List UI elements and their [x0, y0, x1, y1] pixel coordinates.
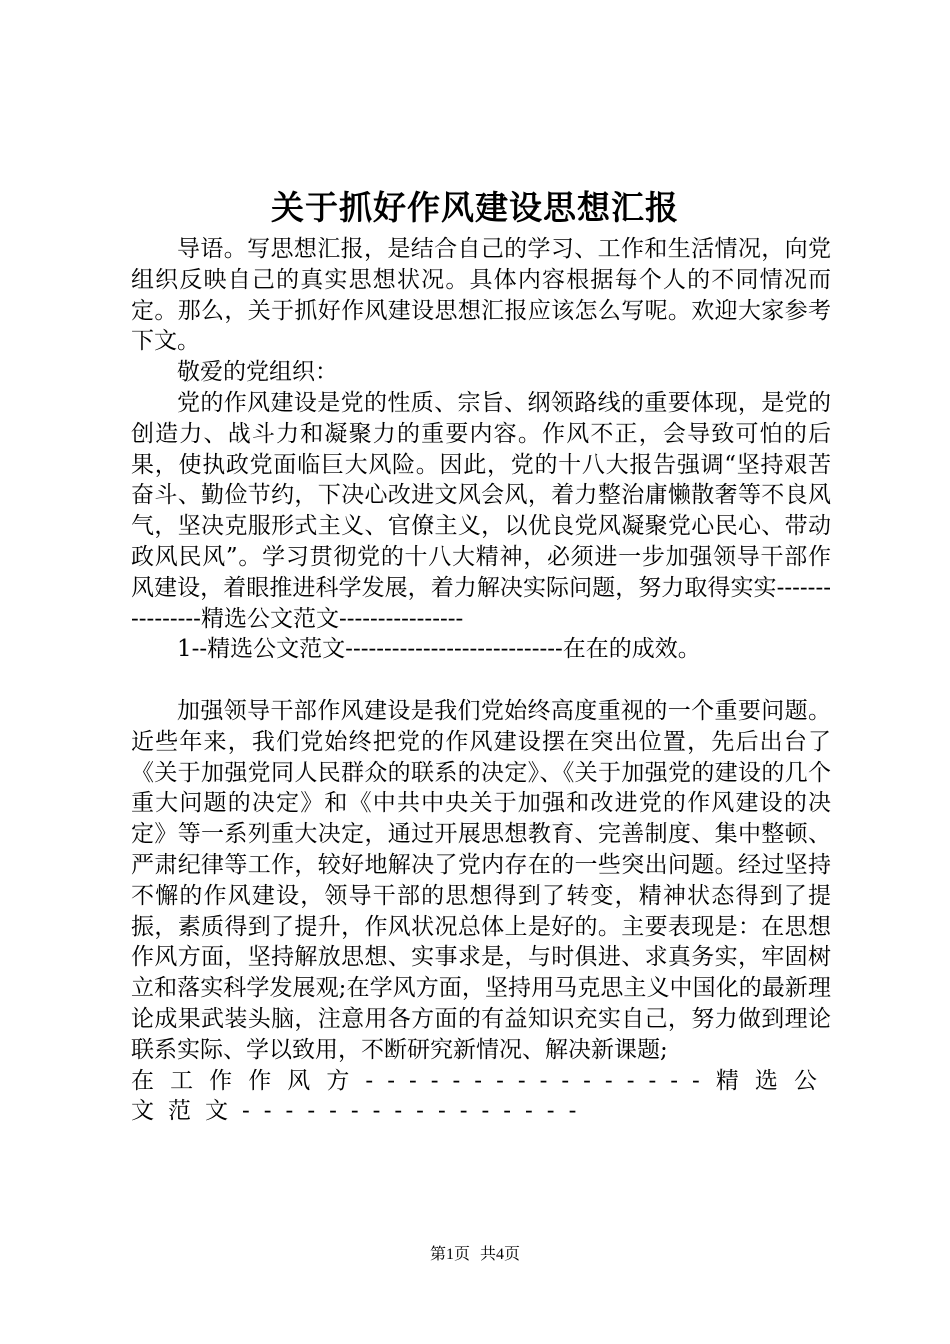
body-paragraph: 党的作风建设是党的性质、宗旨、纲领路线的重要体现，是党的创造力、战斗力和凝聚力的重要内容。作风不正，会导致可怕的后果，使执政党面临巨大风险。因此，党的十八大报告强调“坚持艰苦奋斗、勤俭节约，下决心改进文风会风，着力整治庸懒散奢等不良风气，坚决克服形式主义、官僚主义，以优良党风凝聚党心民心、带动政风民风”。学习贯彻党的十八大精神，必须进一步加强领导干部作风建设，着眼推进科学发展，着力解决实际问题，努力取得实实----------------精选公文范文----------------	[131, 389, 831, 632]
body-paragraph: 在工作作风方----------------精选公文范文----------------	[131, 1067, 831, 1125]
body-paragraph: 1--精选公文范文----------------------------在在的成效。	[177, 636, 701, 663]
intro-paragraph: 导语。写思想汇报，是结合自己的学习、工作和生活情况，向党组织反映自己的真实思想状况。具体内容根据每个人的不同情况而定。那么，关于抓好作风建设思想汇报应该怎么写呢。欢迎大家参考下文。	[131, 236, 831, 355]
page-total: 共4页	[480, 1246, 521, 1263]
document-title: 关于抓好作风建设思想汇报	[271, 188, 679, 227]
document-body	[131, 234, 831, 1127]
body-paragraph: 加强领导干部作风建设是我们党始终高度重视的一个重要问题。近些年来，我们党始终把党的作风建设摆在突出位置，先后出台了《关于加强党同人民群众的联系的决定》、《关于加强党的建设的几个重大问题的决定》和《中共中央关于加强和改进党的作风建设的决定》等一系列重大决定，通过开展思想教育、完善制度、集中整顿、严肃纪律等工作，较好地解决了党内存在的一些突出问题。经过坚持不懈的作风建设，领导干部的思想得到了转变，精神状态得到了提振，素质得到了提升，作风状况总体上是好的。主要表现是：在思想作风方面，坚持解放思想、实事求是，与时俱进、求真务实，牢固树立和落实科学发展观;在学风方面，坚持用马克思主义中国化的最新理论成果武装头脑，注意用各方面的有益知识充实自己，努力做到理论联系实际、学以致用，不断研究新情况、解决新课题;	[131, 697, 831, 1063]
page-footer	[0, 1245, 950, 1265]
paragraph-spacer	[131, 665, 831, 696]
salutation: 敬爱的党组织：	[177, 359, 338, 386]
page-number: 第1页	[429, 1246, 470, 1263]
